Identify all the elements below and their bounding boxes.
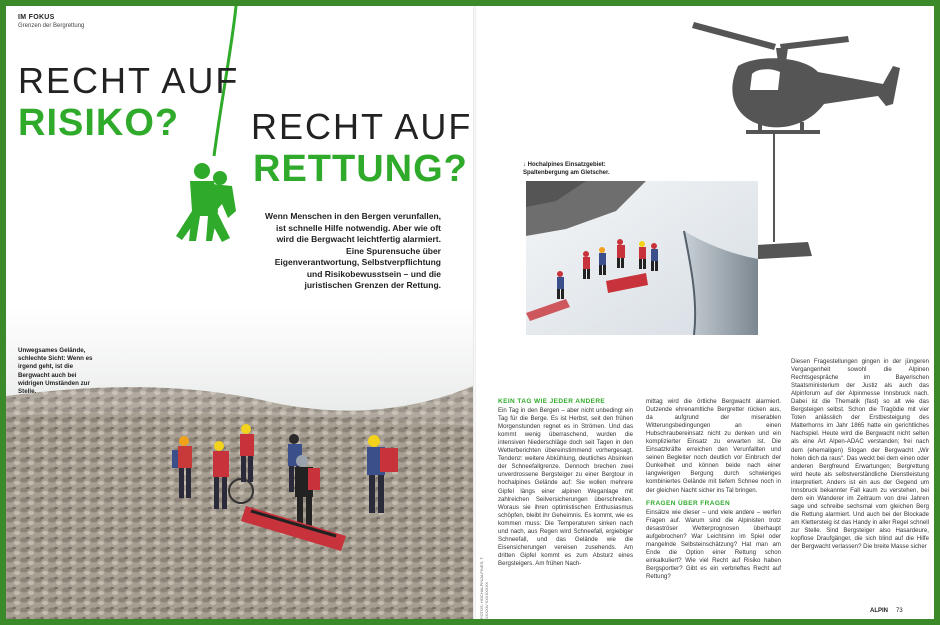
text-column-3: [791, 358, 929, 551]
photo-caption: Unwegsames Gelände, schlechte Sicht: Wenn es irgend geht, ist die Bergwacht auch bei widrigen Umständen zur Stelle.: [18, 347, 93, 396]
section-heading-2: FRAGEN ÜBER FRAGEN: [646, 499, 731, 507]
right-page: [476, 6, 934, 619]
section-kicker: IM FOKUS: [18, 14, 55, 21]
title-right-line1: RECHT AUF: [251, 106, 473, 147]
section-heading-1: KEIN TAG WIE JEDER ANDERE: [498, 398, 606, 405]
section-subtitle: Grenzen der Bergrettung: [18, 23, 85, 29]
magazine-brand: ALPIN: [870, 608, 888, 614]
glacier-photo: [526, 181, 758, 335]
title-right-line2: RETTUNG?: [253, 148, 468, 190]
magazine-spread: [6, 6, 934, 619]
left-page: [6, 6, 473, 619]
body-text-3: Diesen Fragestellungen gingen in der jüngeren Vergangenheit sowohl die Alpinen Rechtsgespräche im Bayerischen Staatsministerium der Justiz als auch das Alpinforum auf der Alpinmesse Innsbruck nach. Dabei ist die Thematik (fast) so alt wie das Bergsteigen selbst. Schon die Tragödie mit vier Toten anlässlich der Erstbesteigung des Matterhorns im Jahr 1865 hatte ein gerichtliches Nachspiel. Heute wird die Bergwacht nicht selten als eine Art Alpen-ADAC verstanden; frei nach dem (ehemaligen) Slogan der Bergwacht „Wir holen dich da raus“. Das weckt bei dem einen oder anderen Bergfreund Erwartungen; Bergrettung wird heute als selbstverständliche Dienstleistung interpretiert. Anders ist ein aus der Gegend um Innsbruck bekannter Fall kaum zu verstehen, bei dem ein Wanderer im Zeitraum von drei Jahren sage und schreibe sechsmal vom gleichen Berg die Rettung alarmiert. Und auch bei der Blockade am Klettersteig ist das Handy in aller Regel schnell zur Stelle. Sind Bergsteiger also Hasardeure, kopflose Draufgänger, die sich blind auf die Hilfe der Bergwacht verlassen? Die breite Masse sicher: [791, 358, 929, 551]
lead-paragraph: Wenn Menschen in den Bergen verunfallen, ist schnelle Hilfe notwendig. Aber wie oft wird die Bergwacht leichtfertig alarmiert. Eine Spurensuche über Eigenverantwortung, Selbstverpflichtung und Risikobewusstsein – und die juristischen Grenzen der Rettung.: [264, 211, 441, 290]
body-text-2: mittag wird die örtliche Bergwacht alarmiert. Dutzende ehrenamtliche Bergretter rücken aus, da aufgrund der miserablen Witterungsbedingungen an einen Hubschraubereinsatz nicht zu denken und ein komplizierter Einsatz zu erwarten ist. Die Einsatzkräfte erreichen den Verunfallten und seinen Begleiter noch deutlich vor Einbruch der Dunkelheit und können beide nach einer langwierigen Bergung durch schwieriges kombiniertes Gelände mit tiefem Schnee noch in der gleichen Nacht sicher ins Tal bringen.: [646, 398, 781, 494]
text-column-1: [498, 398, 633, 568]
title-left-line1: RECHT AUF: [18, 60, 240, 101]
page-number: 73: [896, 608, 903, 614]
text-column-2: [646, 398, 781, 581]
body-text-2b: Einsätze wie dieser – und viele andere – werfen Fragen auf. Warum sind die Alpinisten trotz desaströser Wetterprognosen überhaupt aufgebrochen? War Leichtsinn im Spiel oder mangelnde Selbsteinschätzung? Hat man am Ende die Option einer Rettung schon einkalkuliert? Wie viel Recht auf Risiko haben Bergsportler? Gibt es ein verbrieftes Recht auf Rettung?: [646, 508, 781, 580]
title-left-line2: RISIKO?: [18, 102, 180, 144]
image-caption-line2: Spaltenbergung am Gletscher.: [523, 170, 610, 176]
image-caption: [523, 161, 610, 177]
image-caption-line1: ↓ Hochalpines Einsatzgebiet:: [523, 162, 606, 168]
photo-credit: FOTOS: HOCHALPIN/ALPINES; T. XXXXX/ XXXXXXXX: [479, 556, 489, 619]
body-text-1: Ein Tag in den Bergen – aber nicht unbedingt ein Tag für die Berge. Es ist Herbst, seit den frühen Morgenstunden regnet es in Strömen. Und das kommt wenig überraschend, wurden die intensiven Niederschläge doch seit Tagen in den Wetterberichten übereinstimmend vorhergesagt. Tendenz: weitere Abkühlung, deutliches Absinken der Schneefallgrenze. Dennoch brechen zwei unverdrossene Bergsteiger zu einer Bergtour in hochalpines Gelände auf: Sie wollen mehrere Gipfel längs einer alpinen Weganlage mit zahlreichen Seilversicherungen überschreiten. Woraus sie ihren optimistischen Enthusiasmus schöpfen, bleibt ihr Geheimnis. Es kommt, wie es kommen muss: Die Temperaturen sinken nach und nach, aus Regen wird Schneefall, ergiebiger Schneefall, und das Gelände wie die Eisensicherungen vereisen zusehends. Am dritten Gipfel kommt es zum Absturz eines Bergsteigers. Am frühen Nach-: [498, 407, 633, 567]
